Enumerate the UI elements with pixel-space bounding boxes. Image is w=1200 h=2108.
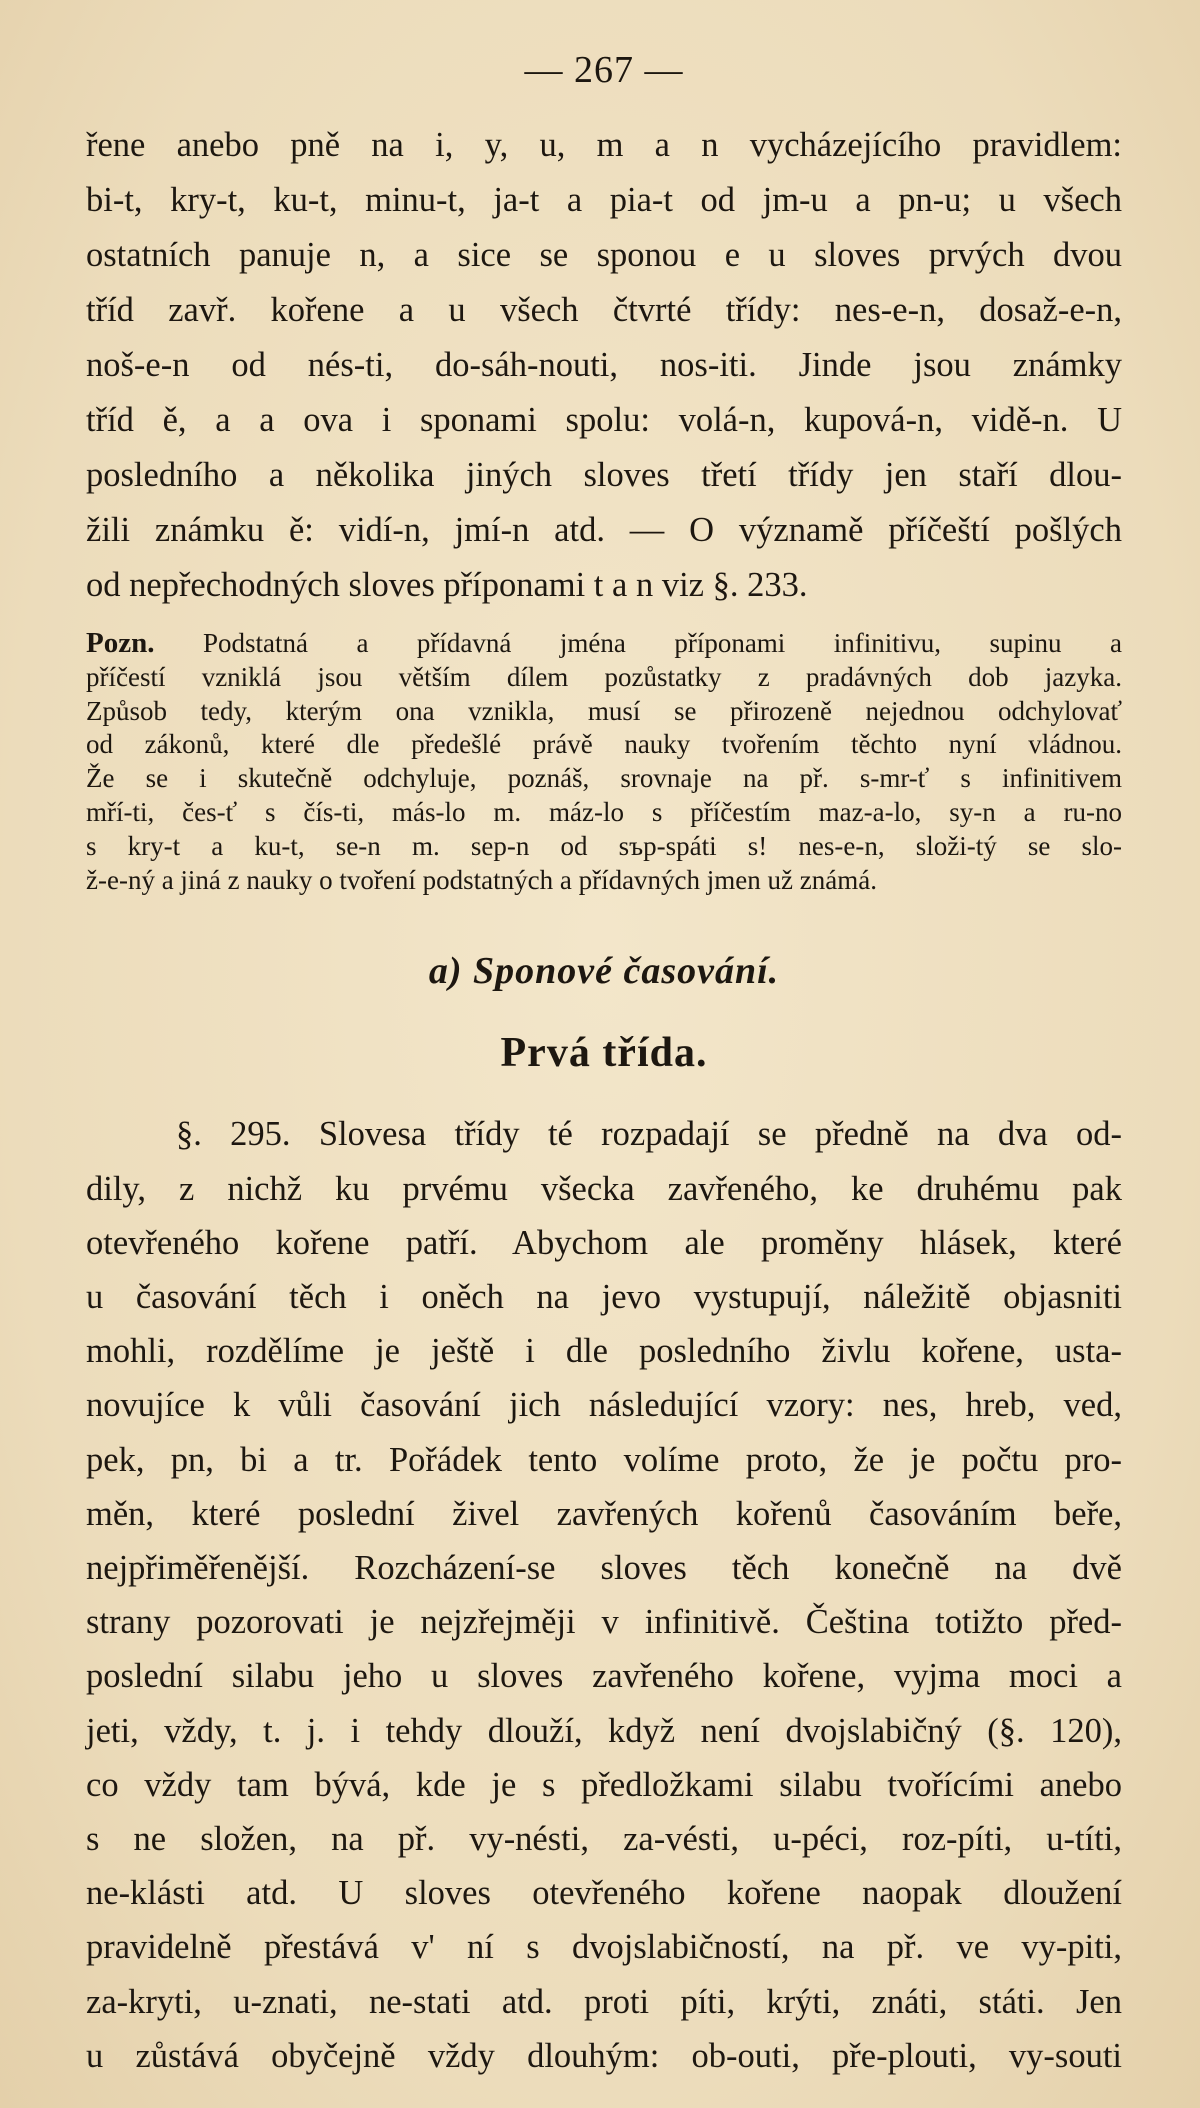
text-line: tříd zavř. kořene a u všech čtvrté třídy: nes-e-n, dosaž-e-n, — [86, 291, 1122, 329]
note-line: ž-e-ný a jiná z nauky o tvoření podstatných a přídavných jmen už známá. — [86, 864, 877, 895]
note-first-text: Podstatná a přídavná jména příponami infinitivu, supinu a — [202, 628, 1123, 658]
text-line: za-kryti, u-znati, ne-stati atd. proti píti, krýti, znáti, státi. Jen — [86, 1982, 1122, 2021]
text-line: pek, pn, bi a tr. Pořádek tento volíme proto, že je počtu pro- — [86, 1440, 1122, 1479]
text-line: bi-t, kry-t, ku-t, minu-t, ja-t a pia-t od jm-u a pn-u; u všech — [86, 181, 1122, 219]
note-label: Pozn. — [86, 627, 155, 659]
note-paragraph — [86, 627, 1122, 897]
text-line: pravidelně přestává v' ní s dvojslabičností, na př. ve vy-piti, — [86, 1928, 1122, 1967]
text-line: řene anebo pně na i, y, u, m a n vycházejícího pravidlem: — [86, 126, 1122, 164]
note-line: Způsob tedy, kterým ona vznikla, musí se přirozeně nejednou odchylovať — [86, 695, 1122, 726]
section-title: a) Sponové časování. — [428, 950, 780, 993]
main-paragraph — [86, 1107, 1122, 2083]
text-line: dily, z nichž ku prvému všecka zavřeného, ke druhému pak — [86, 1169, 1122, 1208]
class-title: Prvá třída. — [500, 1030, 708, 1077]
text-line: u časování těch i oněch na jevo vystupují, náležitě objasniti — [86, 1277, 1122, 1316]
text-line: žili známku ě: vidí-n, jmí-n atd. — O významě příčeští pošlých — [86, 511, 1122, 549]
text-line: mohli, rozdělíme je ještě i dle posledního živlu kořene, usta- — [86, 1332, 1122, 1371]
text-line: u zůstává obyčejně vždy dlouhým: ob-outi, pře-plouti, vy-souti — [86, 2036, 1122, 2075]
text-line: co vždy tam bývá, kde je s předložkami silabu tvořícími anebo — [86, 1765, 1122, 1804]
note-line: mří-ti, čes-ť s čís-ti, más-lo m. máz-lo s příčestím maz-a-lo, sy-n a ru-no — [86, 796, 1122, 827]
intro-paragraph — [86, 118, 1122, 613]
text-line: novujíce k vůli časování jich následující vzory: nes, hreb, ved, — [86, 1386, 1122, 1425]
note-line: příčestí vzniklá jsou větším dílem pozůstatky z pradávných dob jazyka. — [86, 661, 1122, 692]
text-line: nejpřiměřenější. Rozcházení-se sloves těch konečně na dvě — [86, 1549, 1122, 1587]
text-line: od nepřechodných sloves příponami t a n viz §. 233. — [86, 566, 808, 604]
note-first-line — [86, 627, 1122, 661]
text-line: s ne složen, na př. vy-nésti, za-vésti, u-péci, roz-píti, u-títi, — [86, 1820, 1122, 1859]
text-line: poslední silabu jeho u sloves zavřeného kořene, vyjma moci a — [86, 1657, 1122, 1696]
text-line: otevřeného kořene patří. Abychom ale proměny hlásek, které — [86, 1223, 1122, 1262]
text-line: jeti, vždy, t. j. i tehdy dlouží, když není dvojslabičný (§. 120), — [86, 1711, 1122, 1750]
note-line: Že se i skutečně odchyluje, poznáš, srovnaje na př. s-mr-ť s infinitivem — [86, 763, 1122, 794]
text-line: posledního a několika jiných sloves třetí třídy jen staří dlou- — [86, 456, 1122, 494]
text-line: měn, které poslední živel zavřených kořenů časováním beře, — [86, 1494, 1122, 1533]
text-line: ne-klásti atd. U sloves otevřeného kořene naopak dloužení — [86, 1874, 1122, 1913]
page-number: — 267 — — [524, 49, 684, 91]
text-line: ostatních panuje n, a sice se sponou e u sloves prvých dvou — [86, 236, 1122, 274]
note-line: od zákonů, které dle předešlé právě nauky tvořením těchto nyní vládnou. — [86, 729, 1122, 760]
text-line: §. 295. Slovesa třídy té rozpadají se předně na dva od- — [176, 1115, 1122, 1154]
text-line: tříd ě, a a ova i sponami spolu: volá-n, kupová-n, vidě-n. U — [86, 401, 1122, 439]
text-line: noš-e-n od nés-ti, do-sáh-nouti, nos-iti. Jinde jsou známky — [86, 346, 1122, 384]
text-line: strany pozorovati je nejzřejměji v infinitivě. Čeština totižto před- — [86, 1603, 1122, 1642]
note-line: s kry-t a ku-t, se-n m. sep-n od sъp-spáti s! nes-e-n, složi-tý se slo- — [86, 830, 1122, 861]
